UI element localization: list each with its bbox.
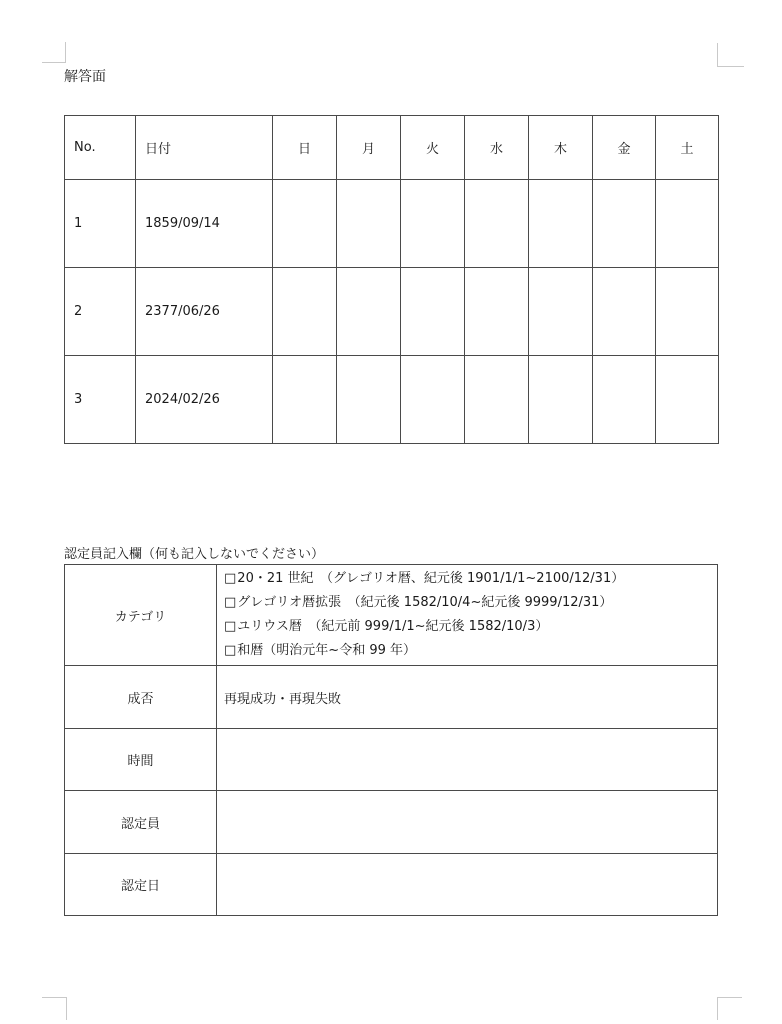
date-header-cell: 日付 xyxy=(136,116,273,180)
answer-day-cell xyxy=(273,268,337,356)
category-option xyxy=(224,591,710,615)
table-row xyxy=(65,729,718,791)
page-margin-mark-bottom-left xyxy=(42,997,67,1020)
weekday-header-cell: 日 xyxy=(273,116,337,180)
answer-day-cell xyxy=(465,180,529,268)
answer-day-cell xyxy=(337,356,401,444)
category-option xyxy=(224,639,710,663)
answer-day-cell xyxy=(529,180,593,268)
certifier-value-cell xyxy=(217,791,718,854)
answer-day-cell xyxy=(465,268,529,356)
result-label-cell: 成否 xyxy=(65,666,217,729)
category-option-text: 20・21 世紀 （グレゴリオ暦、紀元後 1901/1/1~2100/12/31） xyxy=(237,571,625,586)
answer-day-cell xyxy=(273,356,337,444)
checkbox-icon: □ xyxy=(224,571,237,586)
answer-date-cell: 2377/06/26 xyxy=(136,268,273,356)
table-row xyxy=(65,791,718,854)
certifier-label-cell: 認定員 xyxy=(65,791,217,854)
answer-day-cell xyxy=(529,268,593,356)
certifier-section-title: 認定員記入欄（何も記入しないでください） xyxy=(64,547,325,562)
page-margin-mark-top-left xyxy=(42,42,66,63)
weekday-header-cell: 木 xyxy=(529,116,593,180)
answer-day-cell xyxy=(465,356,529,444)
answer-day-cell xyxy=(401,268,465,356)
weekday-header-cell: 月 xyxy=(337,116,401,180)
weekday-header-cell: 土 xyxy=(656,116,719,180)
category-label-cell: カテゴリ xyxy=(65,565,217,666)
answer-day-cell xyxy=(401,356,465,444)
answer-day-cell xyxy=(593,356,656,444)
answer-day-cell xyxy=(656,180,719,268)
certifier-table xyxy=(64,564,718,916)
result-value-cell: 再現成功・再現失敗 xyxy=(217,666,718,729)
answer-day-cell xyxy=(337,268,401,356)
answer-section-title: 解答面 xyxy=(64,69,106,85)
table-row xyxy=(65,854,718,916)
table-row xyxy=(65,180,719,268)
answer-table xyxy=(64,115,719,444)
table-row xyxy=(65,268,719,356)
answer-table-header-row xyxy=(65,116,719,180)
table-row xyxy=(65,356,719,444)
no-header-cell: No. xyxy=(65,116,136,180)
checkbox-icon: □ xyxy=(224,643,237,658)
answer-no-cell: 1 xyxy=(65,180,136,268)
certification-date-value-cell xyxy=(217,854,718,916)
weekday-header-cell: 火 xyxy=(401,116,465,180)
category-option-text: グレゴリオ暦拡張 （紀元後 1582/10/4~紀元後 9999/12/31） xyxy=(237,595,613,610)
table-row xyxy=(65,666,718,729)
page-margin-mark-top-right xyxy=(717,43,744,67)
time-label-cell: 時間 xyxy=(65,729,217,791)
answer-date-cell: 1859/09/14 xyxy=(136,180,273,268)
answer-day-cell xyxy=(593,268,656,356)
answer-date-cell: 2024/02/26 xyxy=(136,356,273,444)
answer-day-cell xyxy=(401,180,465,268)
category-option xyxy=(224,615,710,639)
answer-no-cell: 3 xyxy=(65,356,136,444)
weekday-header-cell: 金 xyxy=(593,116,656,180)
table-row xyxy=(65,565,718,666)
checkbox-icon: □ xyxy=(224,619,237,634)
page-margin-mark-bottom-right xyxy=(717,997,742,1020)
category-options-cell xyxy=(217,565,718,666)
time-value-cell xyxy=(217,729,718,791)
category-option xyxy=(224,567,710,591)
answer-day-cell xyxy=(656,268,719,356)
answer-day-cell xyxy=(337,180,401,268)
certification-date-label-cell: 認定日 xyxy=(65,854,217,916)
category-option-text: ユリウス暦 （紀元前 999/1/1~紀元後 1582/10/3） xyxy=(237,619,549,634)
answer-day-cell xyxy=(593,180,656,268)
answer-day-cell xyxy=(529,356,593,444)
category-option-text: 和暦（明治元年~令和 99 年） xyxy=(237,643,416,658)
answer-day-cell xyxy=(656,356,719,444)
weekday-header-cell: 水 xyxy=(465,116,529,180)
answer-day-cell xyxy=(273,180,337,268)
answer-no-cell: 2 xyxy=(65,268,136,356)
checkbox-icon: □ xyxy=(224,595,237,610)
